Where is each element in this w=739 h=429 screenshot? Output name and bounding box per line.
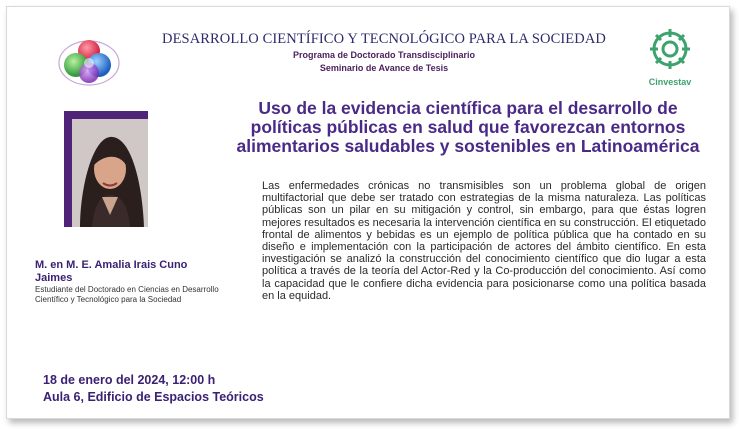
event-datetime: 18 de enero del 2024, 12:00 h (43, 373, 216, 387)
program-logo (43, 31, 129, 93)
event-location: Aula 6, Edificio de Espacios Teóricos (43, 390, 264, 404)
speaker-name: M. en M. E. Amalia Irais Cuno Jaimes (35, 259, 188, 284)
talk-title: Uso de la evidencia científica para el desarrollo de políticas públicas en salud que favorezcan entornos alimentarios saludables y sostenibles en Latinoamérica (236, 98, 700, 156)
cinvestav-label: Cinvestav (648, 77, 692, 87)
speaker-affiliation: Estudiante del Doctorado en Ciencias en Desarrollo Científico y Tecnológico para la Sociedad (35, 285, 219, 304)
poster-card (6, 6, 730, 419)
program-title: DESARROLLO CIENTÍFICO Y TECNOLÓGICO PARA LA SOCIEDAD (162, 31, 606, 47)
speaker-photo (64, 111, 148, 227)
photo-image (72, 119, 148, 227)
talk-abstract: Las enfermedades crónicas no transmisibles son un problema global de origen multifactorial que debe ser tratado con estrategias de la misma naturaleza. Las políticas públicas son un pilar en su mitigación y control, sin embargo, para que éstas logren mejores resultados es necesaria la intervención científica en su construcción. El etiquetado frontal de alimentos y bebidas es un ejemplo de política pública que ha contado en su diseño e implementación con la participación de actores del ámbito científico. En esta investigación se analizó la construcción del conocimiento científico que dio lugar a esta política a través de la teoría del Actor-Red y la Co-producción del conocimiento. Así como la capacidad que le confiere dicha evidencia para posicionarse como una política basada en la equidad. (262, 180, 706, 302)
program-subtitle: Programa de Doctorado Transdisciplinario (292, 50, 476, 60)
seminar-name: Seminario de Avance de Tesis (319, 63, 449, 73)
